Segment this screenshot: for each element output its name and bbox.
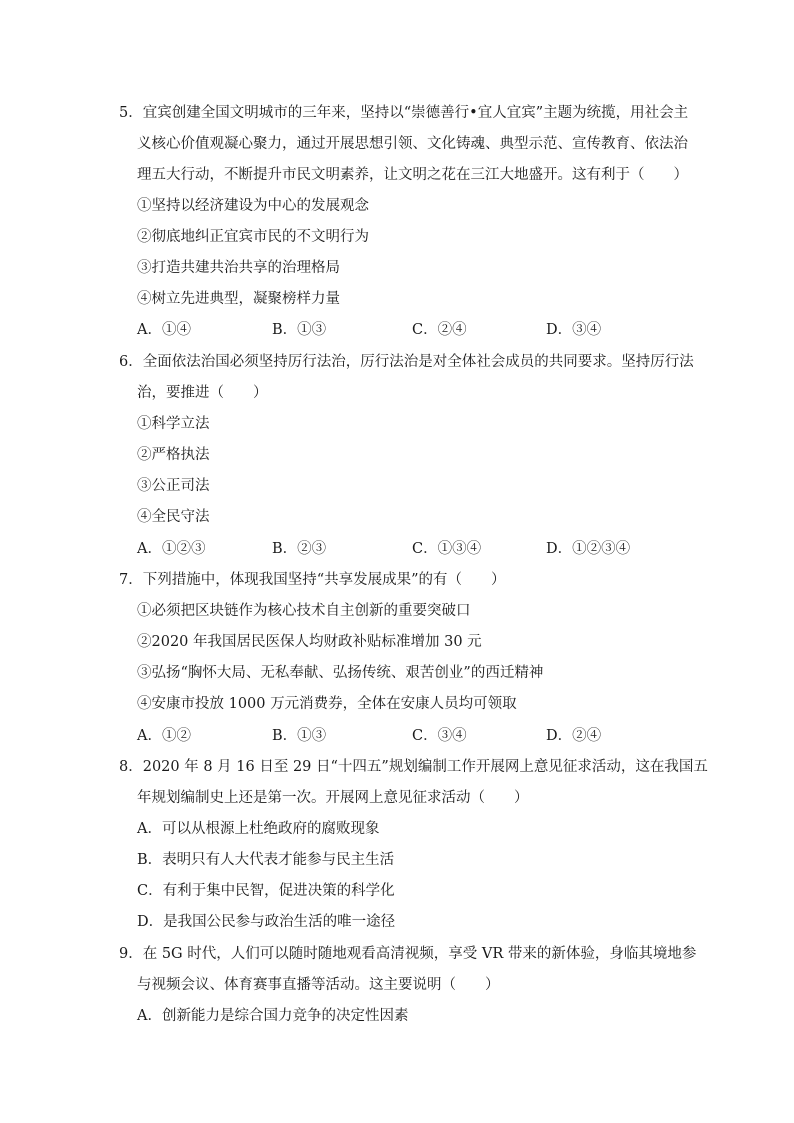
answer-choice-a: A．创新能力是综合国力竞争的决定性因素 (137, 1008, 409, 1024)
answer-choice-a: A．可以从根源上杜绝政府的腐败现象 (137, 821, 380, 837)
answer-choice-c: C．②④ (412, 322, 467, 338)
statement-item: ③打造共建共治共享的治理格局 (137, 260, 340, 276)
answer-choice-b: B．②③ (272, 541, 327, 557)
answer-choice-d: D．②④ (546, 728, 602, 744)
statement-item: ④全民守法 (137, 509, 210, 525)
statement-item: ④安康市投放 1000 万元消费券，全体在安康人员均可领取 (137, 696, 517, 712)
answer-choice-a: A．①② (137, 728, 191, 744)
statement-item: ④树立先进典型，凝聚榜样力量 (137, 291, 340, 307)
question-stem-line: 义核心价值观凝心聚力，通过开展思想引领、文化铸魂、典型示范、宣传教育、依法治 (137, 136, 688, 152)
answer-choice-c: C．①③④ (412, 541, 482, 557)
answer-choice-d: D．③④ (546, 322, 602, 338)
question-stem-line: 与视频会议、体育赛事直播等活动。这主要说明（ ） (137, 977, 500, 993)
question-stem-line: 9．在 5G 时代，人们可以随时随地观看高清视频，享受 VR 带来的新体验，身临其境地参 (119, 946, 697, 962)
answer-choice-d: D．①②③④ (546, 541, 631, 557)
answer-choice-a: A．①④ (137, 322, 191, 338)
question-stem-line: 6．全面依法治国必须坚持厉行法治，厉行法治是对全体社会成员的共同要求。坚持厉行法 (119, 354, 694, 370)
answer-choice-b: B．①③ (272, 728, 327, 744)
statement-item: ③弘扬“胸怀大局、无私奉献、弘扬传统、艰苦创业”的西迁精神 (137, 665, 544, 681)
statement-item: ①必须把区块链作为核心技术自主创新的重要突破口 (137, 603, 471, 619)
question-stem-line: 7．下列措施中，体现我国坚持“共享发展成果”的有（ ） (119, 572, 506, 588)
answer-choice-c: C．有利于集中民智，促进决策的科学化 (137, 883, 395, 899)
statement-item: ①科学立法 (137, 416, 210, 432)
question-stem-line: 理五大行动，不断提升市民文明素养，让文明之花在三江大地盛开。这有利于（ ） (137, 167, 688, 183)
statement-item: ②2020 年我国居民医保人均财政补贴标准增加 30 元 (137, 634, 482, 650)
statement-item: ②严格执法 (137, 447, 210, 463)
answer-choice-b: B．①③ (272, 322, 327, 338)
statement-item: ①坚持以经济建设为中心的发展观念 (137, 198, 369, 214)
answer-choice-c: C．③④ (412, 728, 467, 744)
answer-choice-d: D．是我国公民参与政治生活的唯一途径 (137, 914, 396, 930)
question-stem-line: 治，要推进（ ） (137, 385, 268, 401)
question-stem-line: 5．宜宾创建全国文明城市的三年来，坚持以“崇德善行•宜人宜宾”主题为统揽，用社会主 (119, 105, 689, 121)
question-stem-line: 8．2020 年 8 月 16 日至 29 日“十四五”规划编制工作开展网上意见征求活动，这在我国五 (119, 759, 708, 775)
statement-item: ②彻底地纠正宜宾市民的不文明行为 (137, 229, 369, 245)
question-stem-line: 年规划编制史上还是第一次。开展网上意见征求活动（ ） (137, 790, 529, 806)
answer-choice-a: A．①②③ (137, 541, 206, 557)
statement-item: ③公正司法 (137, 478, 210, 494)
answer-choice-b: B．表明只有人大代表才能参与民主生活 (137, 852, 395, 868)
